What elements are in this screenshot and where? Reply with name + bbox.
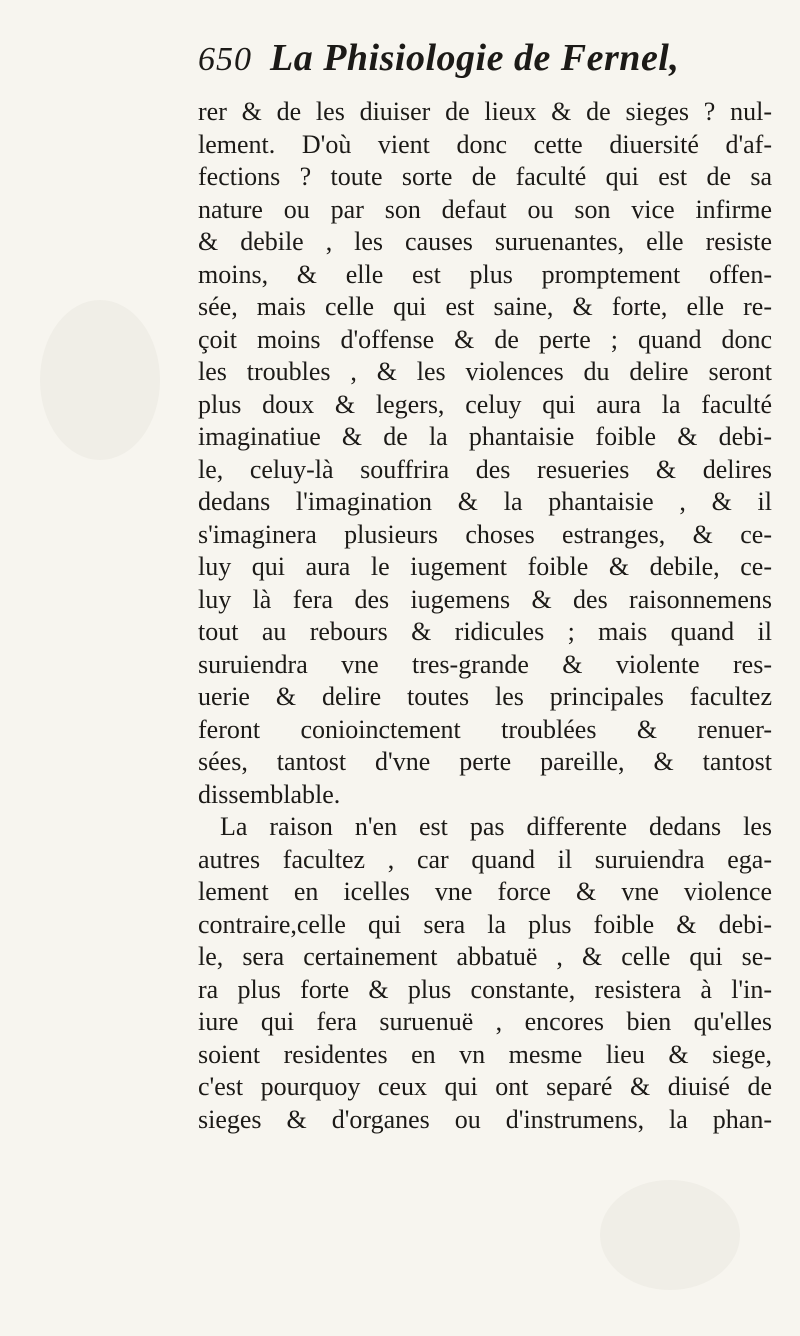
- text-line: moins, & elle est plus promptement offen-: [198, 259, 772, 289]
- text-line: La raison n'en est pas differente dedans les: [220, 812, 772, 841]
- text-line: sée, mais celle qui est saine, & forte, elle re-: [198, 292, 772, 321]
- text-line: sieges & d'organes ou d'instrumens, la phan-: [198, 1104, 772, 1134]
- running-head: La Phisiologie de Fernel,: [270, 37, 680, 79]
- text-line: dedans l'imagination & la phantaisie , & il: [198, 487, 772, 516]
- text-line: suruiendra vne tres-grande & violente res-: [198, 649, 772, 679]
- text-line: fections ? toute sorte de faculté qui est de sa: [198, 162, 772, 191]
- text-line: lement. D'où vient donc cette diuersité d'af-: [198, 129, 772, 159]
- text-line: çoit moins d'offense & de perte ; quand donc: [198, 324, 772, 354]
- text-line: imaginatiue & de la phantaisie foible & debi-: [198, 422, 772, 451]
- text-line: sées, tantost d'vne perte pareille, & tantost: [198, 747, 772, 776]
- text-line: c'est pourquoy ceux qui ont separé & diuisé de: [198, 1072, 772, 1101]
- text-line: les troubles , & les violences du delire seront: [198, 357, 772, 386]
- text-line: lement en icelles vne force & vne violence: [198, 877, 772, 906]
- text-line: contraire,celle qui sera la plus foible & debi-: [198, 909, 772, 939]
- body-text: [198, 96, 772, 1136]
- page-header: [198, 36, 679, 92]
- text-line: feront conioinctement troublées & renuer-: [198, 714, 772, 744]
- text-line: s'imaginera plusieurs choses estranges, & ce-: [198, 519, 772, 549]
- text-line: le, sera certainement abbatuë , & celle qui se-: [198, 942, 772, 971]
- text-line: rer & de les diuiser de lieux & de sieges ? nul-: [198, 97, 772, 126]
- text-line: dissemblable.: [198, 779, 341, 809]
- text-line: iure qui fera suruenuë , encores bien qu'elles: [198, 1007, 772, 1036]
- text-line: nature ou par son defaut ou son vice infirme: [198, 194, 772, 224]
- paper-stain: [40, 300, 160, 460]
- text-line: luy là fera des iugemens & des raisonnemens: [198, 584, 772, 614]
- text-line: tout au rebours & ridicules ; mais quand il: [198, 617, 772, 646]
- page-number: 650: [198, 41, 252, 78]
- text-line: le, celuy-là souffrira des resueries & delires: [198, 454, 772, 484]
- text-line: autres facultez , car quand il suruiendra ega-: [198, 844, 772, 874]
- text-line: luy qui aura le iugement foible & debile, ce-: [198, 552, 772, 581]
- text-line: ra plus forte & plus constante, resistera à l'in-: [198, 974, 772, 1004]
- text-line: uerie & delire toutes les principales facultez: [198, 682, 772, 711]
- paper-stain: [600, 1180, 740, 1290]
- text-line: plus doux & legers, celuy qui aura la faculté: [198, 389, 772, 419]
- text-line: & debile , les causes suruenantes, elle resiste: [198, 227, 772, 256]
- text-line: soient residentes en vn mesme lieu & siege,: [198, 1039, 772, 1069]
